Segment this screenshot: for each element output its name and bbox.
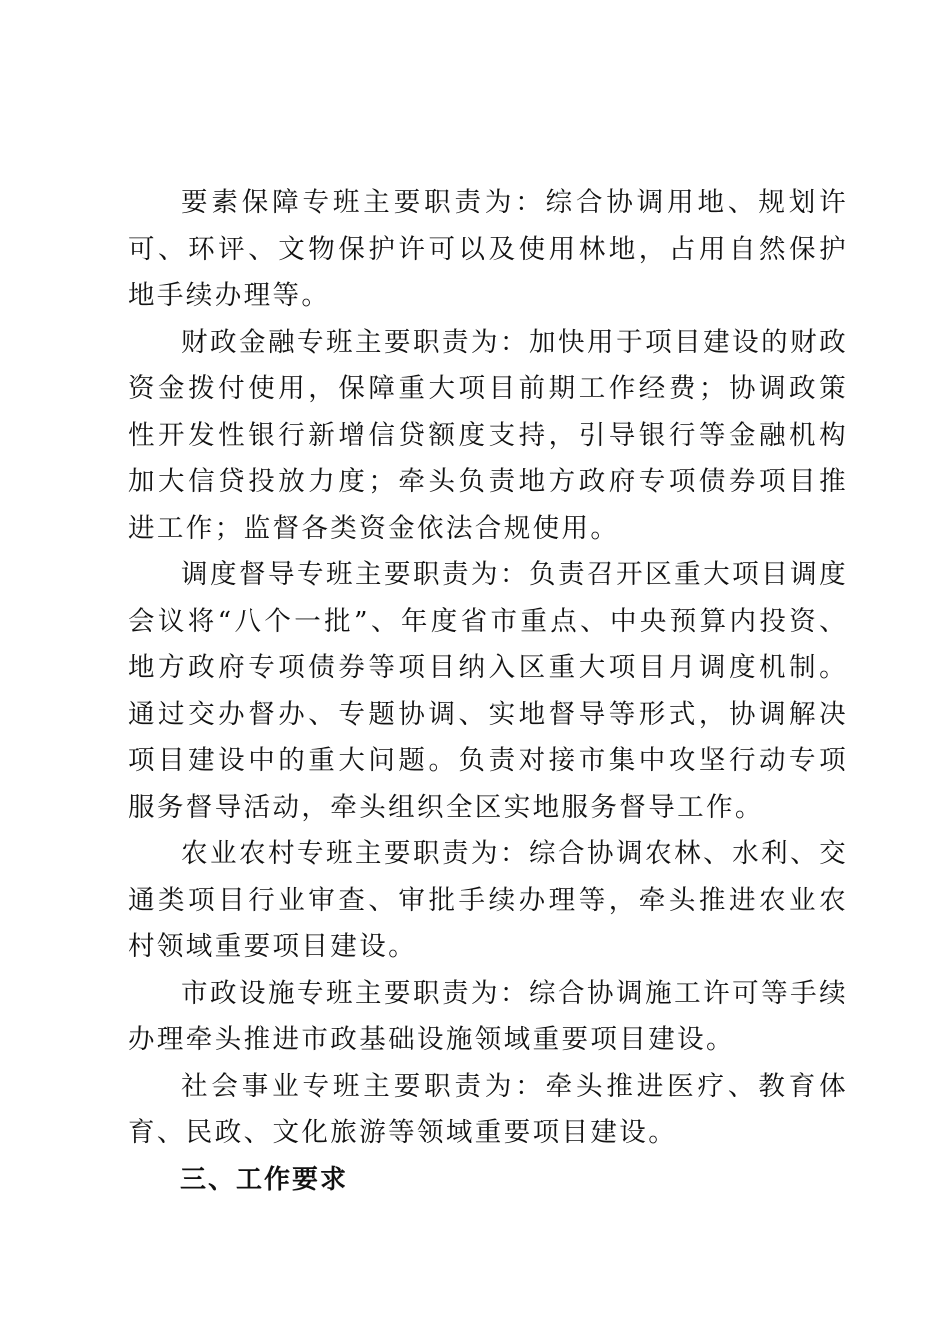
document-body (128, 180, 848, 1203)
paragraph-element-guarantee: 要素保障专班主要职责为：综合协调用地、规划许可、环评、文物保护许可以及使用林地，占用自然保护地手续办理等。 (128, 187, 848, 311)
paragraph-agriculture-rural: 农业农村专班主要职责为：综合协调农林、水利、交通类项目行业审查、审批手续办理等，牵头推进农业农村领域重要项目建设。 (128, 838, 848, 962)
paragraph-finance: 财政金融专班主要职责为：加快用于项目建设的财政资金拨付使用，保障重大项目前期工作经费；协调政策性开发性银行新增信贷额度支持，引导银行等金融机构加大信贷投放力度；牵头负责地方政府专项债券项目推进工作；监督各类资金依法合规使用。 (128, 326, 848, 544)
paragraph-social-affairs: 社会事业专班主要职责为：牵头推进医疗、教育体育、民政、文化旅游等领域重要项目建设。 (128, 1070, 848, 1148)
section-heading: 三、工作要求 (180, 1164, 349, 1195)
paragraph-dispatch-supervision: 调度督导专班主要职责为：负责召开区重大项目调度会议将“八个一批”、年度省市重点、中央预算内投资、地方政府专项债券等项目纳入区重大项目月调度机制。通过交办督办、专题协调、实地督导等形式，协调解决项目建设中的重大问题。负责对接市集中攻坚行动专项服务督导活动，牵头组织全区实地服务督导工作。 (128, 559, 848, 823)
paragraph-municipal-facilities: 市政设施专班主要职责为：综合协调施工许可等手续办理牵头推进市政基础设施领域重要项目建设。 (128, 977, 848, 1055)
